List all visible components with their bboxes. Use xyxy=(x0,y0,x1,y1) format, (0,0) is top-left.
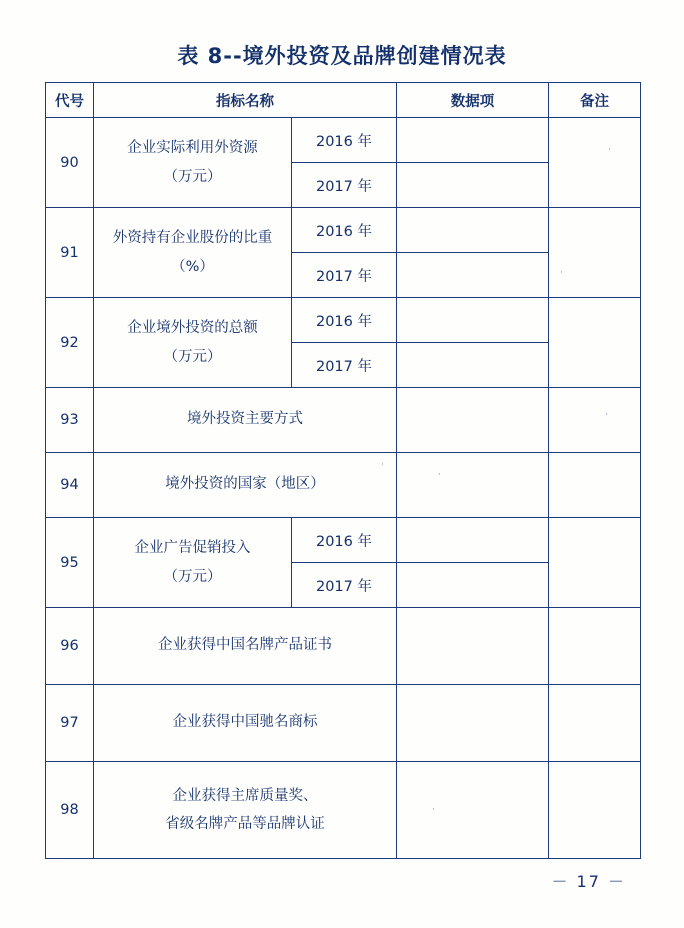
scan-speck: · xyxy=(432,805,435,815)
survey-table xyxy=(45,82,641,859)
row-remark-90[interactable] xyxy=(549,118,641,208)
row-data-94[interactable] xyxy=(397,453,549,518)
row-name-92-line2: （万元） xyxy=(163,348,222,365)
row-name-96: 企业获得中国名牌产品证书 xyxy=(94,608,397,685)
row-data-91-2016[interactable] xyxy=(397,208,549,253)
row-name-90-line2: （万元） xyxy=(163,168,222,185)
row-data-90-2016[interactable] xyxy=(397,118,549,163)
row-year-92-2017: 2017 年 xyxy=(292,343,397,388)
row-data-95-2017[interactable] xyxy=(397,563,549,608)
row-name-98-line1: 企业获得主席质量奖、 xyxy=(172,787,318,804)
header-remark: 备注 xyxy=(549,83,641,118)
table-row xyxy=(46,118,641,163)
row-remark-94[interactable] xyxy=(549,453,641,518)
table-row xyxy=(46,608,641,685)
row-name-95-line2: （万元） xyxy=(163,568,222,585)
row-code-92: 92 xyxy=(46,298,94,388)
scan-speck: · xyxy=(560,268,563,278)
row-code-94: 94 xyxy=(46,453,94,518)
row-data-95-2016[interactable] xyxy=(397,518,549,563)
row-name-94: 境外投资的国家（地区） xyxy=(94,453,397,518)
table-row xyxy=(46,518,641,563)
row-name-93: 境外投资主要方式 xyxy=(94,388,397,453)
row-data-93[interactable] xyxy=(397,388,549,453)
row-name-90-line1: 企业实际利用外资源 xyxy=(127,140,258,157)
table-row xyxy=(46,208,641,253)
page-title: 表 8--境外投资及品牌创建情况表 xyxy=(177,44,507,68)
row-code-97: 97 xyxy=(46,685,94,762)
row-year-90-2017: 2017 年 xyxy=(292,163,397,208)
row-name-91-line2: （%） xyxy=(171,258,214,275)
table-row xyxy=(46,453,641,518)
row-year-91-2017: 2017 年 xyxy=(292,253,397,298)
row-remark-97[interactable] xyxy=(549,685,641,762)
row-name-90 xyxy=(94,118,292,208)
row-data-96[interactable] xyxy=(397,608,549,685)
header-data: 数据项 xyxy=(397,83,549,118)
row-code-96: 96 xyxy=(46,608,94,685)
table-row xyxy=(46,388,641,453)
row-name-97: 企业获得中国驰名商标 xyxy=(94,685,397,762)
row-data-91-2017[interactable] xyxy=(397,253,549,298)
row-remark-93[interactable] xyxy=(549,388,641,453)
table-header-row xyxy=(46,83,641,118)
row-remark-96[interactable] xyxy=(549,608,641,685)
row-name-98 xyxy=(94,762,397,859)
row-remark-91[interactable] xyxy=(549,208,641,298)
header-indicator: 指标名称 xyxy=(94,83,397,118)
scan-speck: · xyxy=(381,460,384,470)
row-data-90-2017[interactable] xyxy=(397,163,549,208)
row-remark-98[interactable] xyxy=(549,762,641,859)
row-name-95 xyxy=(94,518,292,608)
row-data-98[interactable] xyxy=(397,762,549,859)
scan-speck: · xyxy=(605,410,608,420)
row-data-92-2017[interactable] xyxy=(397,343,549,388)
row-code-91: 91 xyxy=(46,208,94,298)
table-row xyxy=(46,685,641,762)
scan-speck: · xyxy=(608,145,611,155)
scan-speck: · xyxy=(438,470,441,480)
row-name-91-line1: 外资持有企业股份的比重 xyxy=(112,230,273,247)
row-remark-95[interactable] xyxy=(549,518,641,608)
row-remark-92[interactable] xyxy=(549,298,641,388)
row-code-98: 98 xyxy=(46,762,94,859)
row-data-92-2016[interactable] xyxy=(397,298,549,343)
row-year-95-2017: 2017 年 xyxy=(292,563,397,608)
row-year-91-2016: 2016 年 xyxy=(292,208,397,253)
header-code: 代号 xyxy=(46,83,94,118)
row-code-95: 95 xyxy=(46,518,94,608)
row-year-92-2016: 2016 年 xyxy=(292,298,397,343)
row-code-93: 93 xyxy=(46,388,94,453)
row-name-92 xyxy=(94,298,292,388)
row-code-90: 90 xyxy=(46,118,94,208)
row-data-97[interactable] xyxy=(397,685,549,762)
row-name-98-line2: 省级名牌产品等品牌认证 xyxy=(165,816,325,832)
row-name-91 xyxy=(94,208,292,298)
table-row xyxy=(46,762,641,859)
row-name-95-line1: 企业广告促销投入 xyxy=(134,540,251,557)
row-year-95-2016: 2016 年 xyxy=(292,518,397,563)
page-number: － 17 － xyxy=(551,872,626,891)
row-name-92-line1: 企业境外投资的总额 xyxy=(127,320,258,337)
row-year-90-2016: 2016 年 xyxy=(292,118,397,163)
table-row xyxy=(46,298,641,343)
